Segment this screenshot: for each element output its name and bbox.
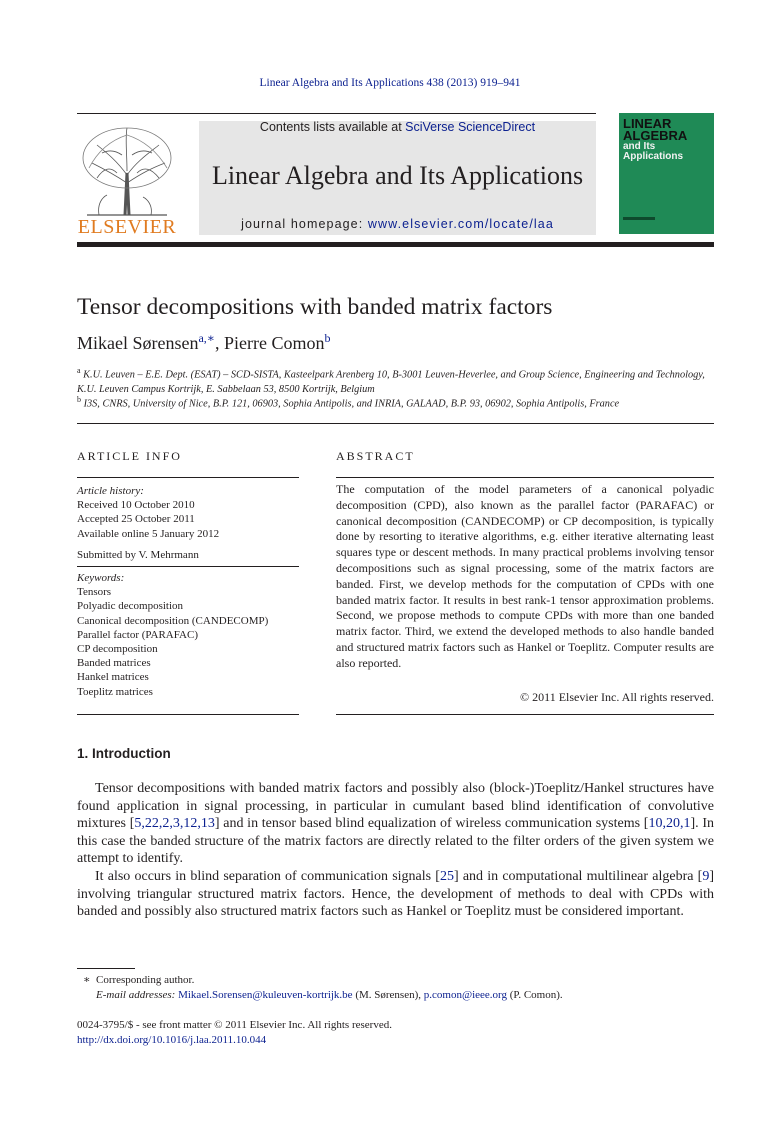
keyword: Tensors (77, 586, 112, 599)
author-2: Pierre Comon (223, 333, 325, 353)
journal-citation[interactable]: Linear Algebra and Its Applications 438 (2013) 919–941 (259, 77, 521, 89)
intro-paragraph-1 (77, 780, 714, 868)
cover-line-4: Applications (623, 151, 684, 162)
online-date: Available online 5 January 2012 (77, 527, 220, 540)
cover-mark (623, 217, 655, 220)
affil-b-marker: b (77, 395, 81, 404)
keywords-label: Keywords: (77, 572, 125, 584)
header-rule (77, 113, 596, 114)
title-rule (77, 423, 714, 424)
p2-text-a: It also occurs in blind separation of communication signals [ (95, 868, 440, 884)
journal-title: Linear Algebra and Its Applications (211, 161, 584, 190)
article-info-heading: ARTICLE INFO (77, 449, 182, 463)
abstract-rule-2 (336, 714, 714, 715)
affil-b-text: I3S, CNRS, University of Nice, B.P. 121, 06903, Sophia Antipolis, and INRIA, GALAAD, B.P. 93, 06902, Sophia Antipolis, France (83, 398, 620, 410)
footnote (77, 973, 714, 1002)
cover-line-1: LINEAR (623, 116, 672, 131)
citation-link[interactable]: 9 (702, 868, 710, 884)
abstract-heading: ABSTRACT (336, 449, 415, 463)
submitted-by: Submitted by V. Mehrmann (77, 548, 199, 561)
header-thick-rule (77, 242, 714, 247)
citation-link[interactable]: 25 (439, 868, 454, 884)
corresponding-note (77, 973, 714, 988)
email-link-1[interactable]: Mikael.Sorensen@kuleuven-kortrijk.be (178, 988, 353, 1001)
section-heading: 1. Introduction (77, 746, 171, 761)
keywords-block (77, 571, 299, 699)
keyword: Hankel matrices (77, 671, 149, 684)
cover-line-2: ALGEBRA (623, 128, 688, 143)
affiliation-b (77, 392, 717, 411)
keyword: CP decomposition (77, 643, 158, 656)
author-2-affil[interactable]: b (324, 331, 331, 345)
received-date: Received 10 October 2010 (77, 499, 195, 512)
info-rule-1 (77, 477, 299, 478)
email-owner-2: (P. Comon). (507, 988, 563, 1001)
intro-body (77, 780, 714, 921)
article-title: Tensor decompositions with banded matrix factors (77, 294, 553, 320)
author-1: Mikael Sørensen (77, 333, 199, 353)
p1-text-b: ] and in tensor based blind equalization of wireless communication systems [ (214, 816, 649, 832)
corresponding-text: Corresponding author. (95, 974, 195, 986)
homepage-line (199, 217, 596, 231)
journal-cover[interactable] (619, 113, 714, 234)
history-label: Article history: (77, 485, 144, 497)
email-link-2[interactable]: p.comon@ieee.org (423, 988, 508, 1001)
info-rule-3 (77, 714, 299, 715)
author-1-affil[interactable]: a,∗ (198, 331, 215, 345)
accepted-date: Accepted 25 October 2011 (77, 513, 195, 526)
contents-line (199, 120, 596, 134)
email-label: E-mail addresses: (96, 988, 179, 1001)
keyword: Canonical decomposition (CANDECOMP) (77, 614, 269, 627)
citation-link[interactable]: 5,22,2,3,12,13 (134, 816, 215, 832)
p2-text-c: ] involving triangular structured matrix factors. Hence, the development of methods to deal with CPDs with banded and possibly also structured matrix factors such as Hankel or Toeplitz must be considered important. (77, 868, 714, 920)
abstract-rule-1 (336, 477, 714, 478)
email-line (77, 988, 714, 1003)
email-owner-1: (M. Sørensen), (352, 988, 424, 1001)
issn-line: 0024-3795/$ - see front matter © 2011 Elsevier Inc. All rights reserved. (77, 1019, 392, 1031)
author-separator: , (214, 333, 224, 353)
doi-link[interactable]: http://dx.doi.org/10.1016/j.laa.2011.10.044 (77, 1033, 267, 1046)
elsevier-wordmark: ELSEVIER (77, 216, 177, 238)
contents-prefix: Contents lists available at (259, 120, 406, 134)
cover-line-3: and Its (623, 141, 656, 152)
author-line (77, 331, 330, 354)
abstract-text: The computation of the model parameters of a canonical polyadic decomposition (CPD), also known as the parallel factor (PARAFAC) or canonical decomposition (CANDECOMP) or CP decomposition, is typically done by resorting to iterative algorithms, e.g. either iterative alternating least squares type or descent methods. In many practical problems involving tensor decompositions such as signal processing, some of the matrix factors are banded. First, we develop methods for the computation of CPDs with one banded matrix factor. It results in best rank-1 tensor approximation problems. Second, we propose methods to compute CPDs with more than one banded matrix factor. Third, we extend the developed methods to also handle banded and structured matrix factors such as Hankel or Toeplitz. Computer results are also reported. (336, 482, 714, 670)
keyword: Parallel factor (PARAFAC) (77, 628, 198, 641)
cover-title (623, 118, 687, 162)
intro-paragraph-2 (77, 868, 714, 921)
elsevier-logo[interactable] (77, 123, 177, 236)
keyword: Toeplitz matrices (77, 685, 153, 698)
abstract-copyright: © 2011 Elsevier Inc. All rights reserved. (520, 690, 714, 704)
p2-text-b: ] and in computational multilinear algebra [ (453, 868, 703, 884)
affil-a-text: K.U. Leuven – E.E. Dept. (ESAT) – SCD-SISTA, Kasteelpark Arenberg 10, B-3001 Leuven-Heverlee, and Group Science, Engineering and Technology, K.U. Leuven Campus Kortrijk, E. Sabbelaan 53, 8500 Kortrijk, Belgium (77, 369, 705, 396)
keyword: Banded matrices (77, 657, 151, 670)
info-rule-2 (77, 566, 299, 567)
footnote-mark: ∗ (83, 974, 91, 986)
citation-link[interactable]: 10,20,1 (648, 816, 691, 832)
footnote-rule (77, 968, 135, 969)
homepage-link[interactable]: www.elsevier.com/locate/laa (367, 217, 554, 231)
keyword: Polyadic decomposition (77, 600, 184, 613)
p1-text-c: ]. In this case the banded structure of the matrix factors are directly related to the filter orders of the given system we attempt to identify. (77, 816, 714, 867)
affil-a-marker: a (77, 366, 81, 375)
p1-text-a: Tensor decompositions with banded matrix factors and possibly also (block-)Toeplitz/Hankel structures have found application in signal processing, in particular in cumulant based blind identification of convolutive mixtures [ (77, 781, 714, 832)
article-history (77, 484, 299, 562)
homepage-prefix: journal homepage: (241, 217, 368, 231)
issn-block (77, 1018, 714, 1047)
sciencedirect-link[interactable]: SciVerse ScienceDirect (405, 120, 536, 134)
